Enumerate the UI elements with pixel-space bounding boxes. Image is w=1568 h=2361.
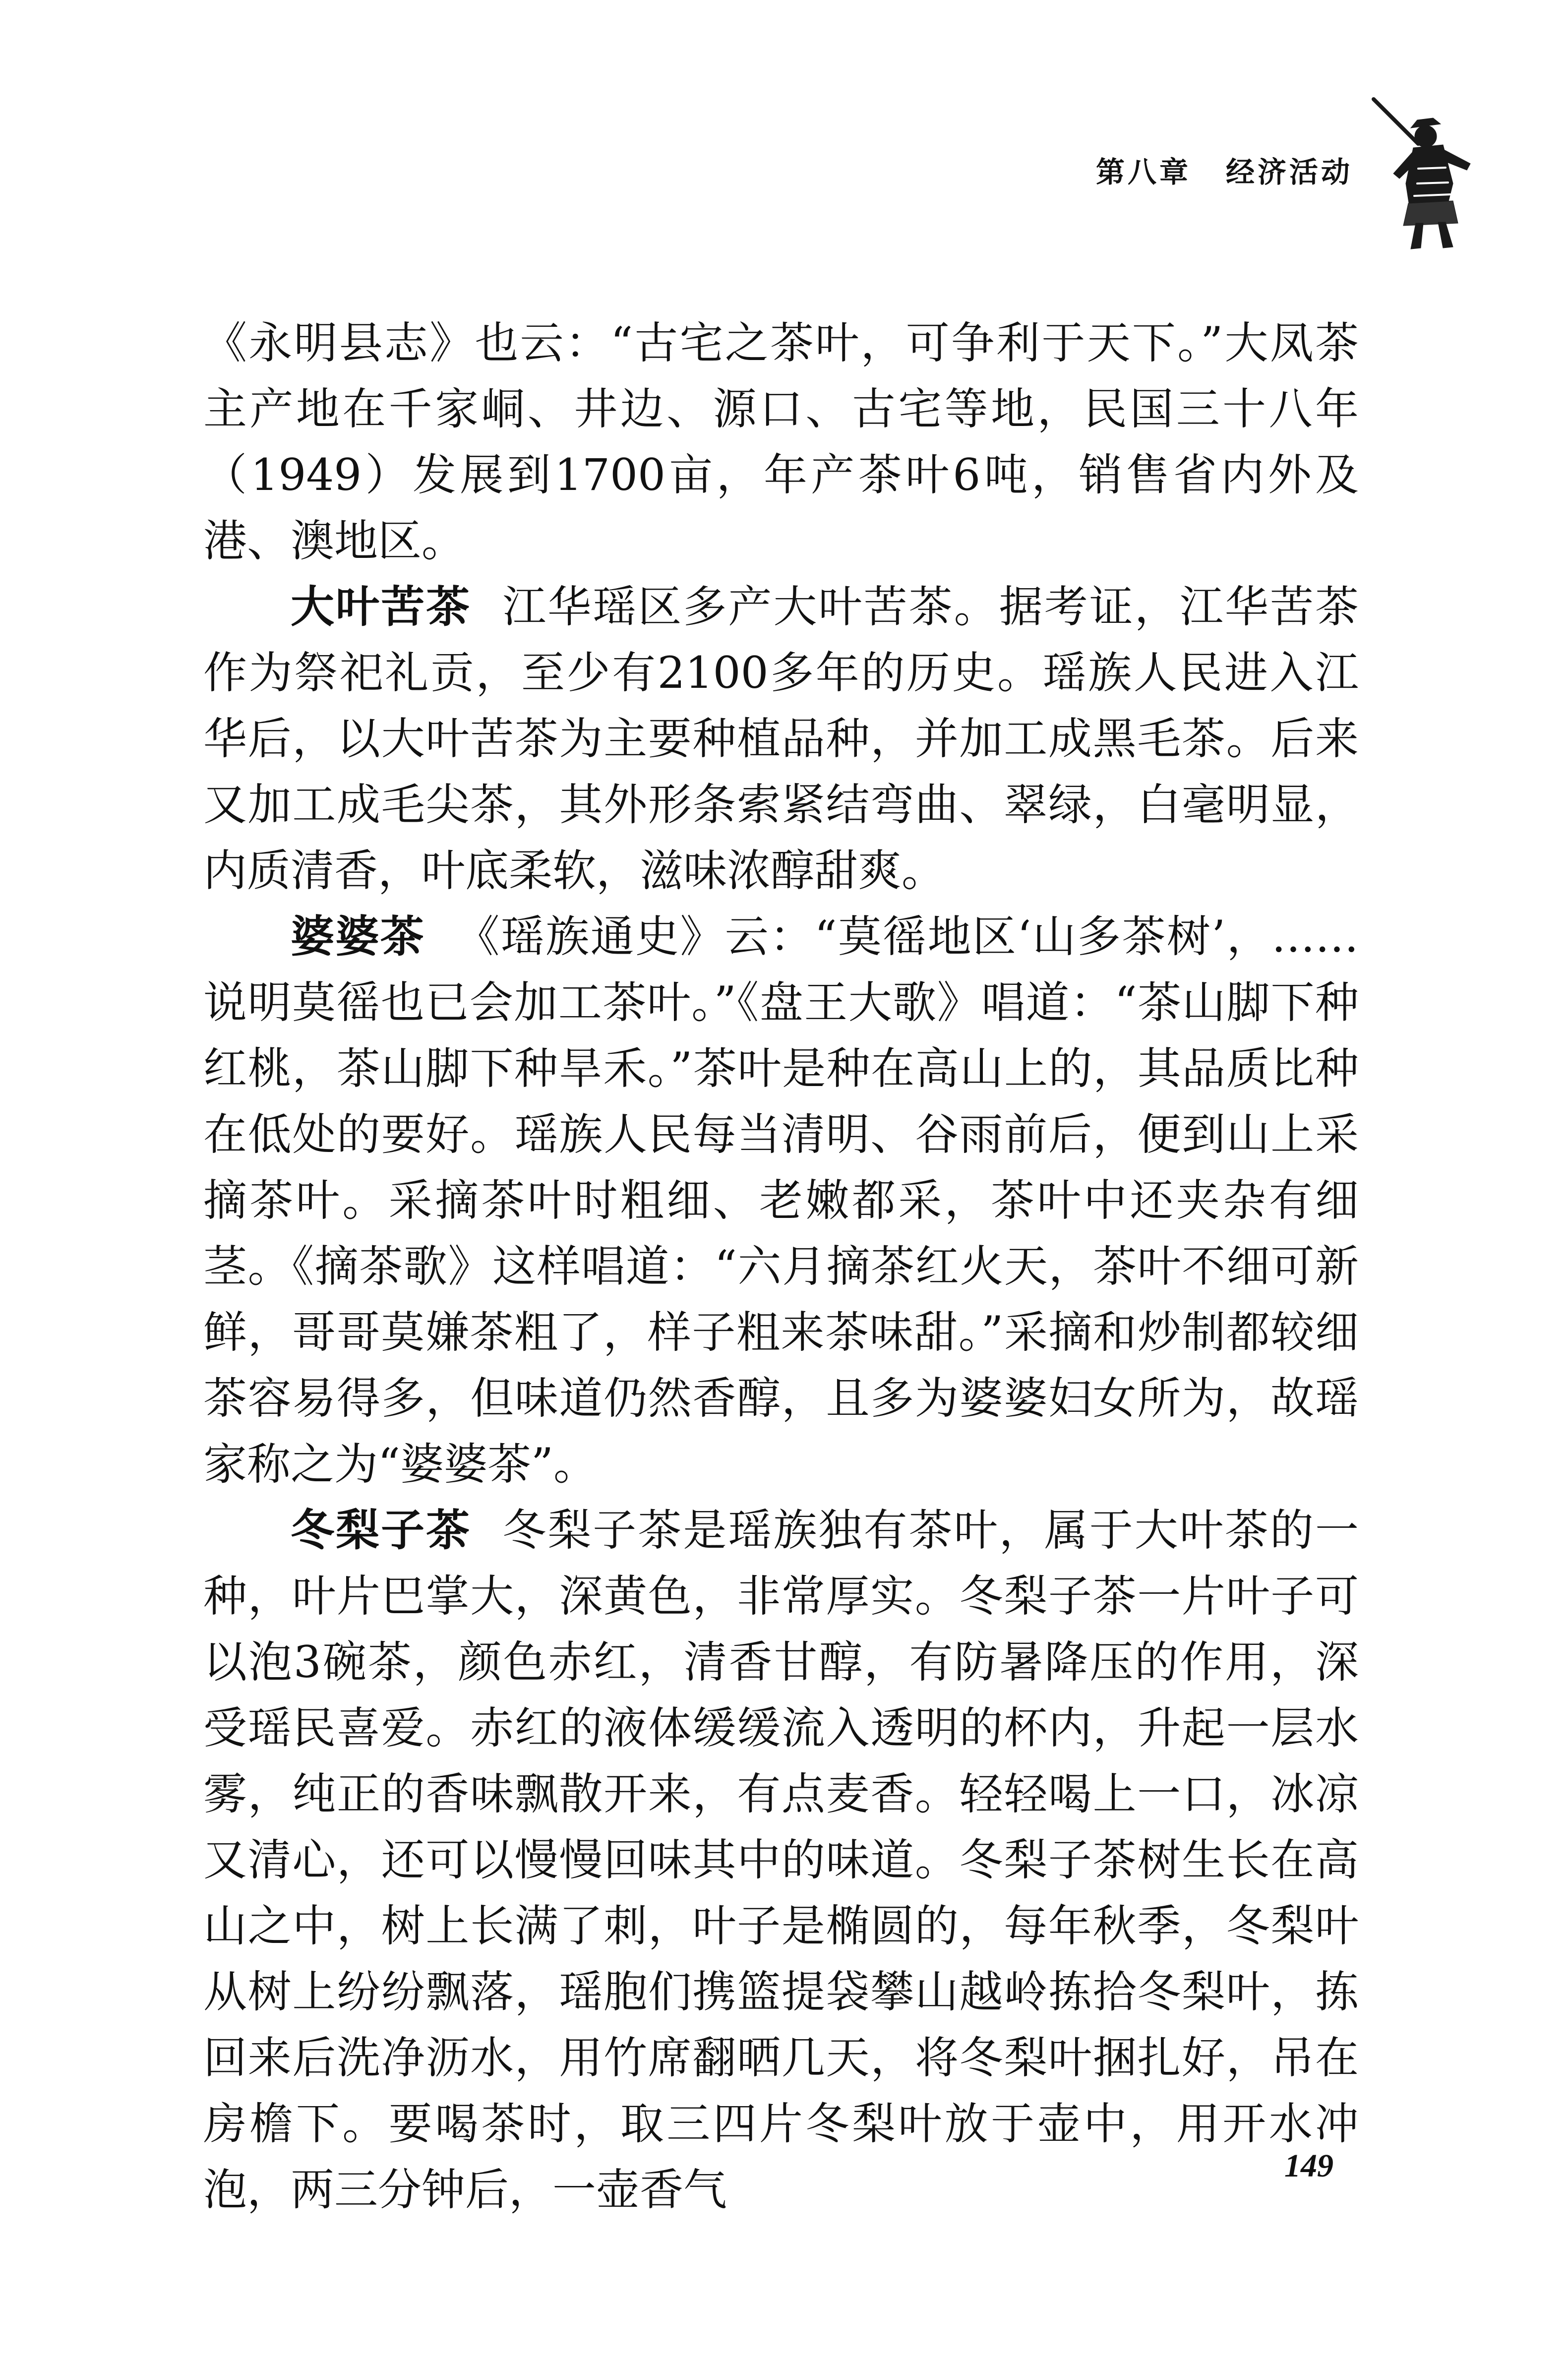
paragraph-donglizicha bbox=[203, 1497, 1359, 2223]
running-header bbox=[1096, 149, 1353, 190]
text-dayekucha: 江华瑶区多产大叶苦茶。据考证，江华苦茶作为祭祀礼贡，至少有2100多年的历史。瑶族人民进入江华后，以大叶苦茶为主要种植品种，并加工成黑毛茶。后来又加工成毛尖茶，其外形条索紧结弯曲、翠绿，白毫明显，内质清香，叶底柔软，滋味浓醇甜爽。 bbox=[203, 581, 1359, 896]
chapter-number: 第八章 bbox=[1096, 155, 1192, 189]
page-number: 149 bbox=[1284, 2148, 1333, 2184]
paragraph-yongming: 《永明县志》也云：“古宅之茶叶，可争利于天下。”大凤茶主产地在千家峒、井边、源口、古宅等地，民国三十八年（1949）发展到1700亩，年产茶叶6吨，销售省内外及港、澳地区。 bbox=[203, 317, 1359, 566]
chapter-title: 经济活动 bbox=[1226, 155, 1353, 189]
warrior-figure-icon bbox=[1359, 89, 1488, 258]
term-popocha: 婆婆茶 bbox=[291, 911, 425, 962]
text-popocha: 《瑶族通史》云：“莫徭地区‘山多茶树’，……说明莫徭也已会加工茶叶。”《盘王大歌》唱道：“茶山脚下种红桃，茶山脚下种旱禾。”茶叶是种在高山上的，其品质比种在低处的要好。瑶族人民每当清明、谷雨前后，便到山上采摘茶叶。采摘茶叶时粗细、老嫩都采，茶叶中还夹杂有细茎。《摘茶歌》这样唱道：“六月摘茶红火天，茶叶不细可新鲜，哥哥莫嫌茶粗了，样子粗来茶味甜。”采摘和炒制都较细茶容易得多，但味道仍然香醇，且多为婆婆妇女所为，故瑶家称之为“婆婆茶”。 bbox=[203, 911, 1359, 1490]
paragraph-dayekucha bbox=[203, 574, 1359, 904]
paragraph-popocha bbox=[203, 904, 1359, 1497]
body-text bbox=[203, 310, 1359, 2223]
text-donglizicha: 冬梨子茶是瑶族独有茶叶，属于大叶茶的一种，叶片巴掌大，深黄色，非常厚实。冬梨子茶一片叶子可以泡3碗茶，颜色赤红，清香甘醇，有防暑降压的作用，深受瑶民喜爱。赤红的液体缓缓流入透明的杯内，升起一层水雾，纯正的香味飘散开来，有点麦香。轻轻喝上一口，冰凉又清心，还可以慢慢回味其中的味道。冬梨子茶树生长在高山之中，树上长满了刺，叶子是椭圆的，每年秋季，冬梨叶从树上纷纷飘落，瑶胞们携篮提袋攀山越岭拣拾冬梨叶，拣回来后洗净沥水，用竹席翻晒几天，将冬梨叶捆扎好，吊在房檐下。要喝茶时，取三四片冬梨叶放于壶中，用开水冲泡，两三分钟后，一壶香气 bbox=[203, 1505, 1359, 2215]
term-donglizicha: 冬梨子茶 bbox=[291, 1505, 472, 1556]
term-dayekucha: 大叶苦茶 bbox=[291, 581, 472, 632]
